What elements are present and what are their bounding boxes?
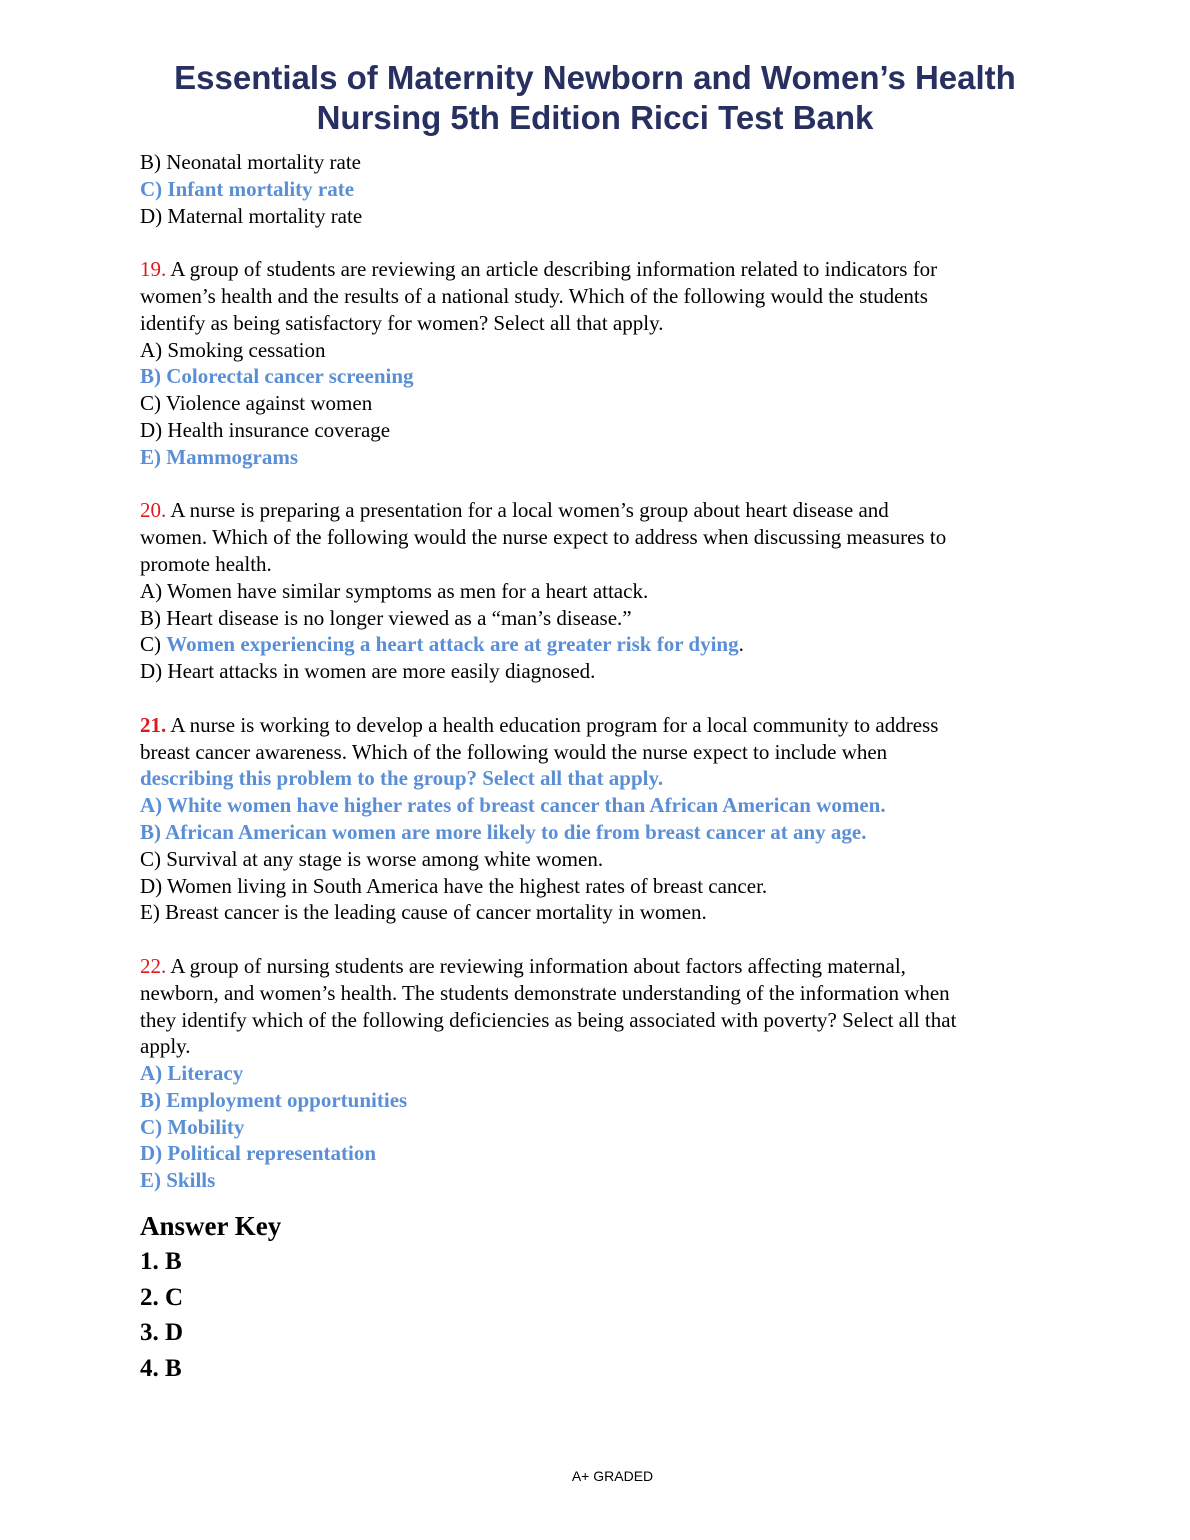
q21-stem-line-3: describing this problem to the group? Select all that apply. (140, 766, 664, 791)
q20-option-c-period: . (738, 632, 744, 657)
q20-option-d: D) Heart attacks in women are more easily diagnosed. (140, 659, 596, 684)
q22-option-b-correct: B) Employment opportunities (140, 1087, 408, 1112)
q21-stem-text-1: A nurse is working to develop a health education program for a local community to address (166, 712, 939, 737)
q21-option-d: D) Women living in South America have the highest rates of breast cancer. (140, 873, 768, 898)
question-20 (140, 497, 1070, 685)
q19-option-d: D) Health insurance coverage (140, 417, 391, 442)
q22-option-e-correct: E) Skills (140, 1168, 216, 1193)
q18-option-d: D) Maternal mortality rate (140, 203, 363, 228)
q22-number: 22. (140, 953, 167, 978)
q21-option-b-correct: B) African American women are more likely to die from breast cancer at any age. (140, 819, 867, 844)
q21-number: 21. (140, 712, 167, 737)
question-22 (140, 953, 1070, 1194)
q20-stem-text-1: A nurse is preparing a presentation for a local women’s group about heart disease and (166, 498, 889, 523)
q21-stem-line-2: breast cancer awareness. Which of the following would the nurse expect to include when (140, 739, 888, 764)
q22-stem-line-2: newborn, and women’s health. The students demonstrate understanding of the information when (140, 980, 950, 1005)
q19-option-e-correct: E) Mammograms (140, 444, 299, 469)
answer-key (140, 1208, 1070, 1386)
question-content (140, 149, 1070, 1386)
answer-key-item: 3. D (140, 1319, 184, 1347)
q19-stem-text-1: A group of students are reviewing an article describing information related to indicators for (166, 257, 938, 282)
q20-number: 20. (140, 498, 167, 523)
answer-key-item: 4. B (140, 1354, 182, 1382)
q19-option-a: A) Smoking cessation (140, 337, 326, 362)
title-line-1: Essentials of Maternity Newborn and Women’s Health (174, 59, 1016, 96)
q19-stem-line-2: women’s health and the results of a national study. Which of the following would the students (140, 283, 928, 308)
answer-key-item: 2. C (140, 1283, 184, 1311)
title-line-2: Nursing 5th Edition Ricci Test Bank (316, 99, 874, 136)
question-21 (140, 712, 1070, 926)
q21-option-a-correct: A) White women have higher rates of breast cancer than African American women. (140, 793, 886, 818)
q21-option-e: E) Breast cancer is the leading cause of cancer mortality in women. (140, 900, 707, 925)
q18-option-c-correct: C) Infant mortality rate (140, 176, 355, 201)
q22-stem-line-3: they identify which of the following deficiencies as being associated with poverty? Select all that (140, 1007, 957, 1032)
q22-option-d-correct: D) Political representation (140, 1141, 377, 1166)
q22-stem-line-1 (140, 953, 1070, 980)
q22-stem-line-4: apply. (140, 1034, 191, 1059)
q19-option-b-correct: B) Colorectal cancer screening (140, 364, 414, 389)
q20-option-a: A) Women have similar symptoms as men for a heart attack. (140, 578, 649, 603)
answer-key-heading: Answer Key (140, 1211, 282, 1242)
answer-key-item: 1. B (140, 1248, 182, 1276)
q18-option-b: B) Neonatal mortality rate (140, 150, 362, 174)
q19-stem-line-3: identify as being satisfactory for women? Select all that apply. (140, 310, 664, 335)
q19-option-c: C) Violence against women (140, 391, 373, 416)
document-title (60, 58, 1130, 138)
q21-option-c: C) Survival at any stage is worse among white women. (140, 846, 604, 871)
page-footer: A+ GRADED (571, 1468, 654, 1484)
q20-option-c (140, 631, 1070, 658)
q20-option-b: B) Heart disease is no longer viewed as a “man’s disease.” (140, 605, 632, 630)
question-19 (140, 256, 1070, 470)
q20-stem-line-2: women. Which of the following would the nurse expect to address when discussing measures to (140, 525, 947, 550)
q20-stem-line-3: promote health. (140, 551, 272, 576)
q19-number: 19. (140, 257, 167, 282)
q20-option-c-correct: Women experiencing a heart attack are at greater risk for dying (166, 632, 739, 657)
q22-option-c-correct: C) Mobility (140, 1114, 245, 1139)
q21-stem-line-1 (140, 712, 1070, 739)
q20-stem-line-1 (140, 497, 1070, 524)
q19-stem-line-1 (140, 256, 1070, 283)
q20-option-c-letter: C) (140, 632, 167, 657)
q22-option-a-correct: A) Literacy (140, 1061, 244, 1086)
q22-stem-text-1: A group of nursing students are reviewing information about factors affecting maternal, (166, 953, 906, 978)
